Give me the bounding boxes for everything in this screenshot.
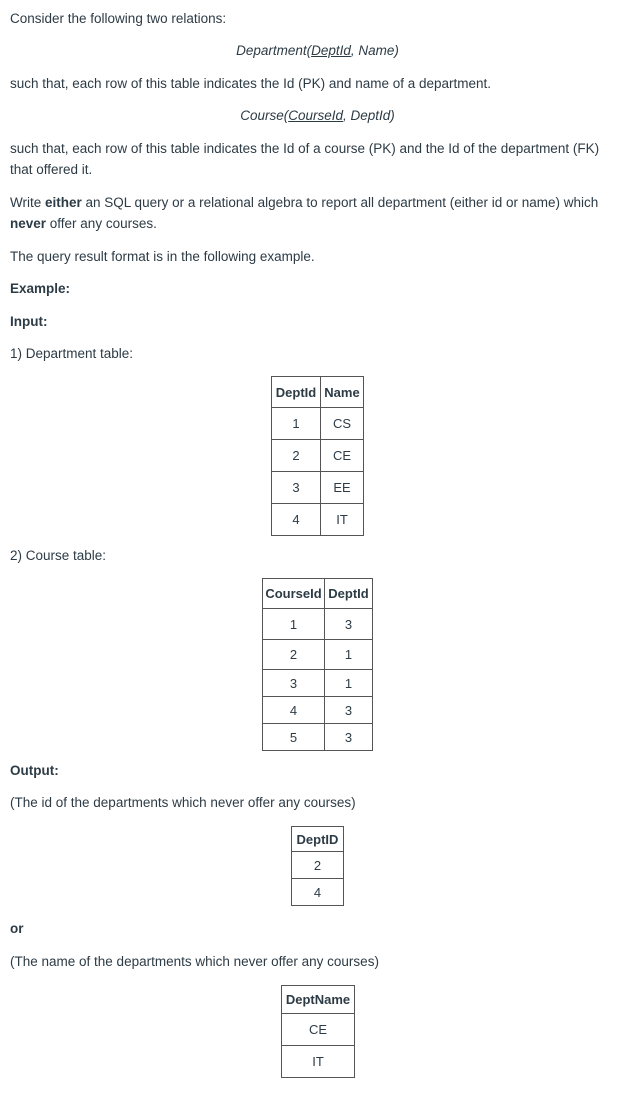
table-row	[263, 609, 373, 640]
output-id-description: (The id of the departments which never offer any courses)	[10, 795, 356, 810]
table-cell: 1	[325, 670, 373, 697]
column-header: DeptId	[272, 377, 321, 408]
table-header-row	[263, 579, 373, 609]
department-relation	[0, 40, 635, 61]
example-label	[10, 278, 617, 299]
relation-name: Course(	[240, 108, 289, 123]
column-header: CourseId	[263, 579, 325, 609]
table-row	[272, 504, 364, 536]
or-label-text: or	[10, 921, 24, 936]
table-cell: CS	[321, 408, 364, 440]
table-cell: IT	[321, 504, 364, 536]
department-table	[271, 376, 364, 536]
course-description: such that, each row of this table indicates the Id of a course (PK) and the Id of the department (FK) that offered it.	[10, 141, 600, 177]
department-table-label: 1) Department table:	[10, 346, 134, 361]
table-cell: 1	[325, 640, 373, 670]
course-table-label: 2) Course table:	[10, 548, 107, 563]
table-row	[263, 724, 373, 751]
table-cell: 4	[263, 697, 325, 724]
relation-rest: , DeptId)	[343, 108, 395, 123]
intro-text: Consider the following two relations:	[10, 11, 227, 26]
table-cell: 2	[272, 440, 321, 472]
relation-pk: CourseId	[288, 108, 343, 123]
input-label-text: Input:	[10, 314, 48, 329]
course-relation	[0, 105, 635, 126]
column-header: Name	[321, 377, 364, 408]
table-row	[292, 852, 344, 879]
table-header-row	[292, 827, 344, 852]
table-cell: 2	[292, 852, 344, 879]
table-cell: 3	[272, 472, 321, 504]
table-header-row	[282, 986, 355, 1014]
table-cell: 4	[292, 879, 344, 906]
format-note: The query result format is in the following example.	[10, 249, 315, 264]
table-cell: IT	[282, 1046, 355, 1078]
course-table	[262, 578, 373, 751]
task-emphasis: either	[45, 195, 82, 210]
table-cell: 3	[325, 724, 373, 751]
table-row	[263, 640, 373, 670]
table-cell: 3	[325, 697, 373, 724]
input-label	[10, 311, 617, 332]
output-label	[10, 760, 617, 781]
table-row	[282, 1046, 355, 1078]
table-cell: EE	[321, 472, 364, 504]
table-cell: 4	[272, 504, 321, 536]
table-cell: 3	[325, 609, 373, 640]
output-id-table	[291, 826, 344, 906]
table-cell: 1	[272, 408, 321, 440]
column-header: DeptID	[292, 827, 344, 852]
table-cell: 2	[263, 640, 325, 670]
task-part: offer any courses.	[46, 216, 157, 231]
table-row	[272, 440, 364, 472]
table-cell: CE	[282, 1014, 355, 1046]
or-label	[10, 918, 617, 939]
task-part: an SQL query or a relational algebra to report all department (either id or name) which	[81, 195, 599, 210]
table-cell: 5	[263, 724, 325, 751]
output-name-table	[281, 985, 355, 1078]
output-name-description: (The name of the departments which never offer any courses)	[10, 954, 379, 969]
task-text	[10, 192, 617, 234]
column-header: DeptId	[325, 579, 373, 609]
table-row	[263, 697, 373, 724]
table-row	[263, 670, 373, 697]
output-label-text: Output:	[10, 763, 59, 778]
table-row	[292, 879, 344, 906]
relation-pk: DeptId	[311, 43, 351, 58]
table-cell: 1	[263, 609, 325, 640]
table-row	[272, 408, 364, 440]
column-header: DeptName	[282, 986, 355, 1014]
task-part: Write	[10, 195, 46, 210]
relation-rest: , Name)	[350, 43, 399, 58]
relation-name: Department(	[236, 43, 312, 58]
table-row	[282, 1014, 355, 1046]
table-cell: CE	[321, 440, 364, 472]
table-header-row	[272, 377, 364, 408]
example-label-text: Example:	[10, 281, 71, 296]
task-emphasis: never	[10, 216, 47, 231]
table-cell: 3	[263, 670, 325, 697]
table-row	[272, 472, 364, 504]
department-description: such that, each row of this table indicates the Id (PK) and name of a department.	[10, 76, 492, 91]
